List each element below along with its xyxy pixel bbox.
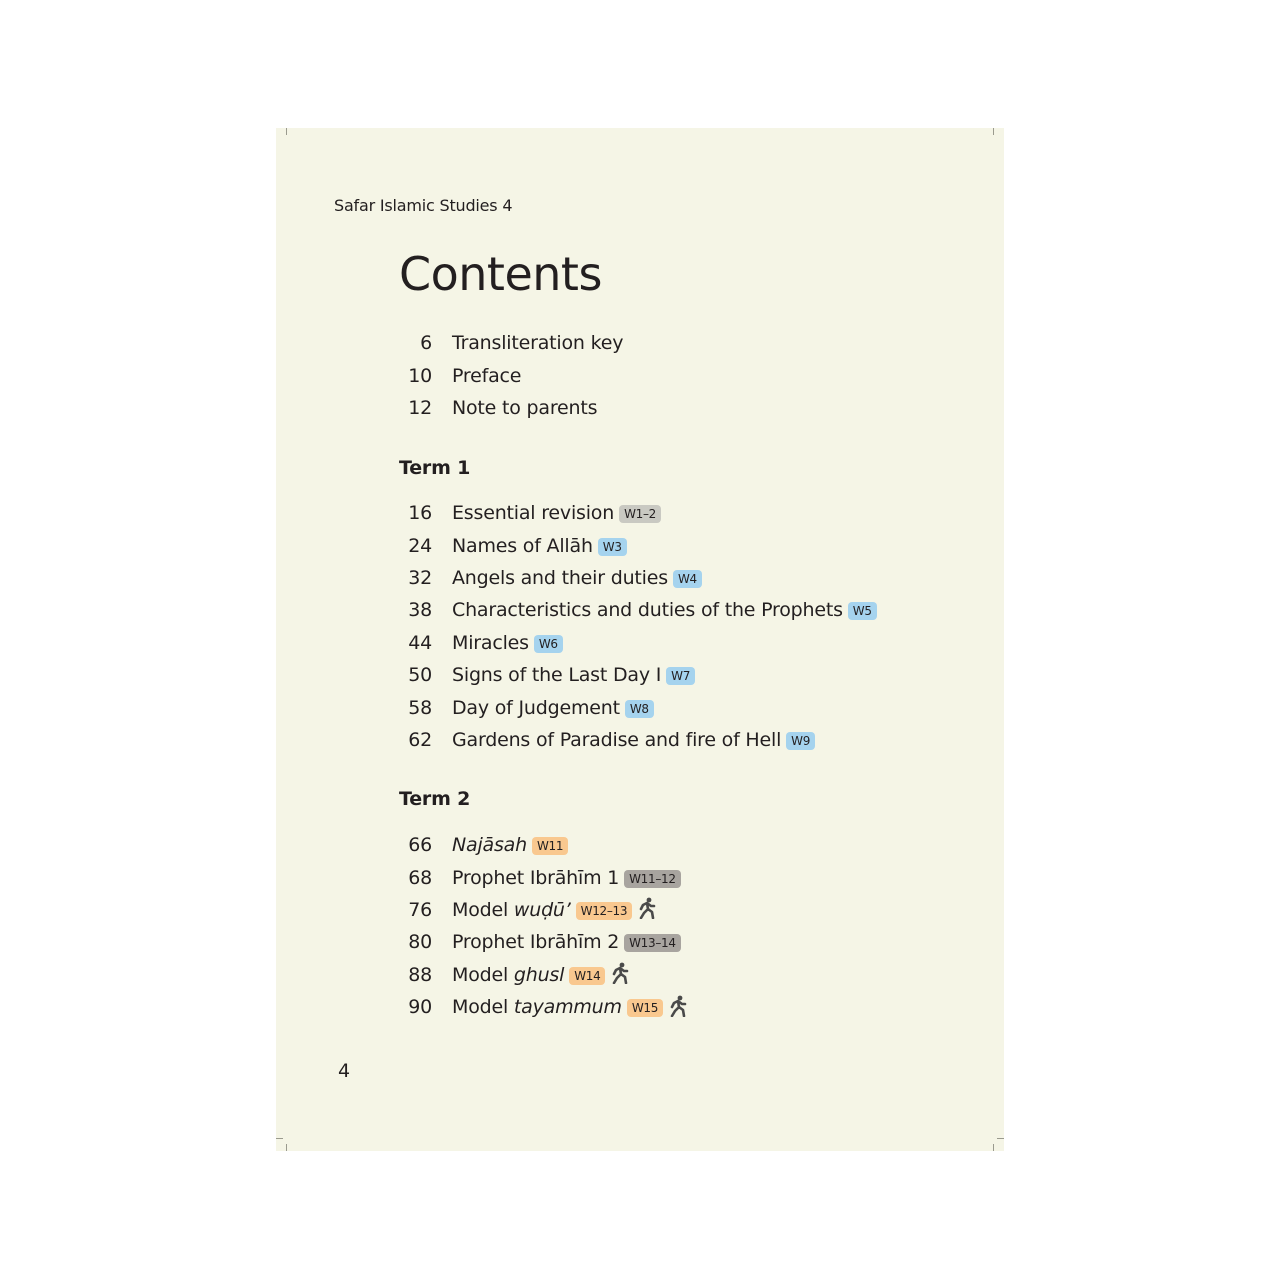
toc-entry-title: Names of Allāh xyxy=(452,534,593,557)
crop-mark xyxy=(993,128,994,135)
week-badge: W13–14 xyxy=(624,934,681,952)
toc-entry-title xyxy=(452,834,527,856)
toc-entry-title: Day of Judgement xyxy=(452,696,620,719)
toc-entry-title: Essential revision xyxy=(452,502,615,525)
term-1-heading: Term 1 xyxy=(399,457,471,479)
toc-entry-title-italic: Najāsah xyxy=(452,834,527,857)
toc-page-number: 80 xyxy=(408,931,432,954)
crop-mark xyxy=(993,1144,994,1151)
toc-page-number: 50 xyxy=(408,664,432,687)
week-badge: W7 xyxy=(666,667,695,685)
toc-entry-title: Characteristics and duties of the Prophets xyxy=(452,599,843,622)
toc-entry xyxy=(399,392,959,424)
toc-entry xyxy=(399,829,959,861)
toc-page-number: 38 xyxy=(408,599,432,622)
crop-mark xyxy=(286,1144,287,1151)
toc-page-number: 10 xyxy=(408,364,432,387)
toc-entry xyxy=(399,562,959,594)
week-badge: W11 xyxy=(532,837,568,855)
week-badge: W8 xyxy=(625,700,654,718)
toc-entry xyxy=(399,861,959,893)
week-badge: W12–13 xyxy=(576,902,633,920)
week-badge: W1–2 xyxy=(619,505,661,523)
term-1-list xyxy=(399,497,959,756)
toc-entry xyxy=(399,691,959,723)
toc-entry-title xyxy=(452,964,564,986)
toc-page-number: 12 xyxy=(408,396,432,419)
page-number: 4 xyxy=(338,1060,351,1082)
toc-entry-title xyxy=(452,899,571,921)
toc-page-number: 68 xyxy=(408,866,432,889)
toc-entry xyxy=(399,627,959,659)
toc-page-number: 58 xyxy=(408,696,432,719)
toc-entry-title-text: Model xyxy=(452,898,514,921)
toc-entry-title-text: Prophet Ibrāhīm 2 xyxy=(452,931,620,954)
toc-page-number: 16 xyxy=(408,502,432,525)
toc-entry-title-text: Prophet Ibrāhīm 1 xyxy=(452,866,620,889)
toc-entry-title-italic: wuḍū’ xyxy=(513,898,571,921)
toc-entry xyxy=(399,327,959,359)
toc-page-number: 90 xyxy=(408,996,432,1019)
toc-entry xyxy=(399,991,959,1023)
week-badge: W5 xyxy=(848,602,877,620)
toc-entry-title: Angels and their duties xyxy=(452,566,668,589)
week-badge: W11–12 xyxy=(624,870,681,888)
toc-entry xyxy=(399,529,959,561)
toc-entry-title: Note to parents xyxy=(452,396,598,419)
toc-entry xyxy=(399,959,959,991)
week-badge: W6 xyxy=(534,635,563,653)
toc-entry xyxy=(399,497,959,529)
crop-mark xyxy=(286,128,287,135)
toc-page-number: 6 xyxy=(420,332,432,355)
toc-entry xyxy=(399,594,959,626)
toc-page-number: 66 xyxy=(408,834,432,857)
toc-entry-title xyxy=(452,931,619,953)
toc-entry xyxy=(399,724,959,756)
week-badge: W14 xyxy=(569,967,605,985)
toc-page-number: 44 xyxy=(408,631,432,654)
toc-entry xyxy=(399,659,959,691)
toc-page-number: 62 xyxy=(408,728,432,751)
toc-entry-title-text: Model xyxy=(452,996,514,1019)
toc-page-number: 88 xyxy=(408,963,432,986)
toc-entry-title: Transliteration key xyxy=(452,332,624,355)
crop-mark xyxy=(276,1138,283,1139)
toc-entry xyxy=(399,894,959,926)
running-head: Safar Islamic Studies 4 xyxy=(334,196,513,215)
toc-entry-title-italic: ghusl xyxy=(513,963,565,986)
week-badge: W4 xyxy=(673,570,702,588)
front-matter-list xyxy=(399,327,959,424)
toc-entry-title xyxy=(452,996,622,1018)
toc-entry-title: Preface xyxy=(452,364,522,387)
term-2-list xyxy=(399,829,959,1023)
toc-entry-title: Signs of the Last Day I xyxy=(452,664,662,687)
week-badge: W15 xyxy=(627,999,663,1017)
toc-entry-title: Gardens of Paradise and fire of Hell xyxy=(452,728,782,751)
toc-entry-title-italic: tayammum xyxy=(513,996,622,1019)
toc-page-number: 24 xyxy=(408,534,432,557)
crop-mark xyxy=(997,1138,1004,1139)
page-title: Contents xyxy=(399,247,602,301)
toc-entry xyxy=(399,359,959,391)
week-badge: W9 xyxy=(786,732,815,750)
toc-page-number: 76 xyxy=(408,898,432,921)
running-figure-icon xyxy=(638,897,656,924)
toc-entry xyxy=(399,926,959,958)
toc-page-number: 32 xyxy=(408,566,432,589)
running-figure-icon xyxy=(611,962,629,989)
toc-entry-title: Miracles xyxy=(452,631,529,654)
book-page xyxy=(276,128,1004,1151)
week-badge: W3 xyxy=(598,538,627,556)
running-figure-icon xyxy=(669,995,687,1022)
toc-entry-title xyxy=(452,867,619,889)
toc-entry-title-text: Model xyxy=(452,963,514,986)
term-2-heading: Term 2 xyxy=(399,788,471,810)
